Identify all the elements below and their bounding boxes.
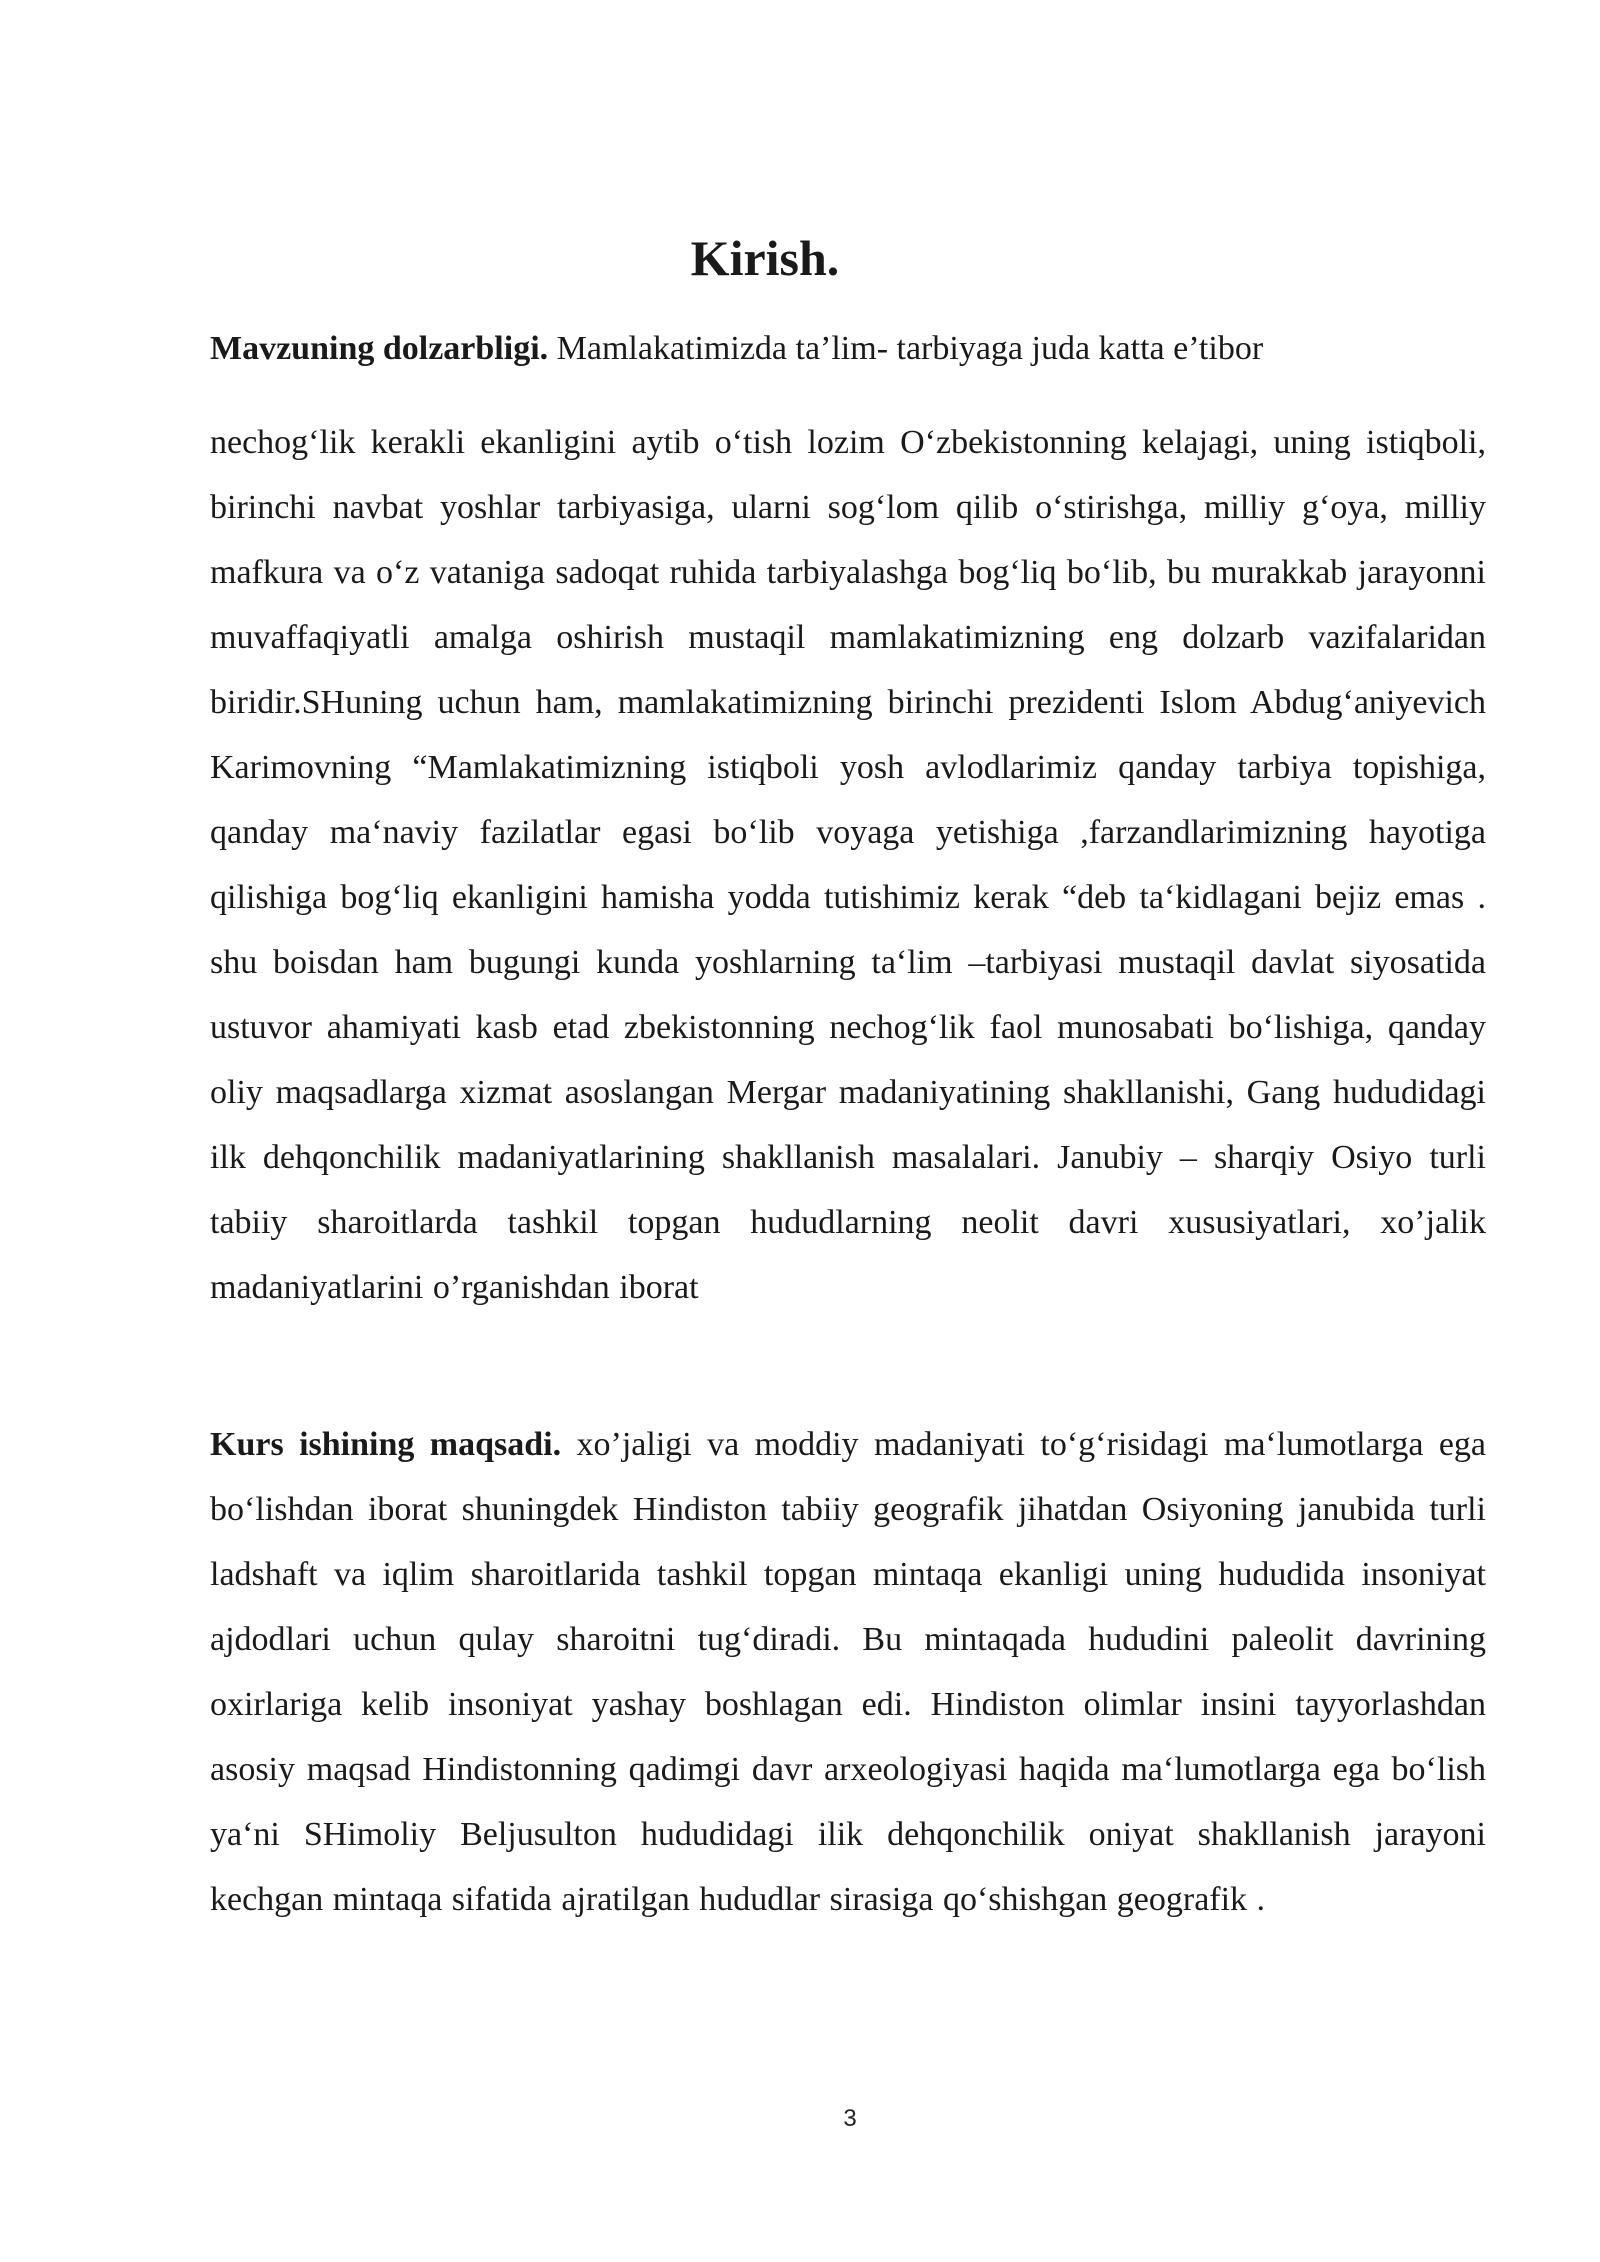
page-title: Kirish. <box>690 230 840 286</box>
relevance-lead-text: Mamlakatimizda ta’lim- tarbiyaga juda katta e’tibor <box>548 330 1264 367</box>
relevance-paragraph: nechog‘lik kerakli ekanligini aytib o‘tish lozim O‘zbekistonning kelajagi, uning istiqboli, birinchi navbat yoshlar tarbiyasiga, ularni sog‘lom qilib o‘stirishga, milliy g‘oya, milliy mafkura va o‘z vataniga sadoqat ruhida tarbiyalashga bog‘liq bo‘lib, bu murakkab jarayonni muvaffaqiyatli amalga oshirish mustaqil mamlakatimizning eng dolzarb vazifalaridan biridir.SHuning uchun ham, mamlakatimizning birinchi prezidenti Islom Abdug‘aniyevich Karimovning “Mamlakatimizning istiqboli yosh avlodlarimiz qanday tarbiya topishiga, qanday ma‘naviy fazilatlar egasi bo‘lib voyaga yetishiga ,farzandlarimizning hayotiga qilishiga bog‘liq ekanligini hamisha yodda tutishimiz kerak “deb ta‘kidlagani bejiz emas . shu boisdan ham bugungi kunda yoshlarning ta‘lim –tarbiyasi mustaqil davlat siyosatida ustuvor ahamiyati kasb etad zbekistonning nechog‘lik faol munosabati bo‘lishiga, qanday oliy maqsadlarga xizmat asoslangan Mergar madaniyatining shakllanishi, Gang hududidagi ilk dehqonchilik madaniyatlarining shakllanish masalalari. Janubiy – sharqiy Osiyo turli tabiiy sharoitlarda tashkil topgan hududlarning neolit davri xususiyatlari, xo’jalik madaniyatlarini o’rganishdan iborat <box>210 424 1486 1306</box>
page-number: 3 <box>843 2105 857 2132</box>
goal-text: xo’jaligi va moddiy madaniyati to‘g‘risidagi ma‘lumotlarga ega bo‘lishdan iborat shuningdek Hindiston tabiiy geografik jihatdan Osiyoning janubida turli ladshaft va iqlim sharoitlarida tashkil topgan mintaqa ekanligi uning hududida insoniyat ajdodlari uchun qulay sharoitni tug‘diradi. Bu mintaqada hududini paleolit davrining oxirlariga kelib insoniyat yashay boshlagan edi. Hindiston olimlar insini tayyorlashdan asosiy maqsad Hindistonning qadimgi davr arxeologiyasi haqida ma‘lumotlarga ega bo‘lish ya‘ni SHimoliy Beljusulton hududidagi ilik dehqonchilik oniyat shakllanish jarayoni kechgan mintaqa sifatida ajratilgan hududlar sirasiga qo‘shishgan geografik . <box>210 1426 1487 1918</box>
relevance-heading: Mavzuning dolzarbligi. <box>210 330 549 367</box>
goal-heading: Kurs ishining maqsadi. <box>210 1426 562 1463</box>
goal-paragraph <box>210 1412 1486 1932</box>
relevance-lead-line <box>210 326 1500 372</box>
